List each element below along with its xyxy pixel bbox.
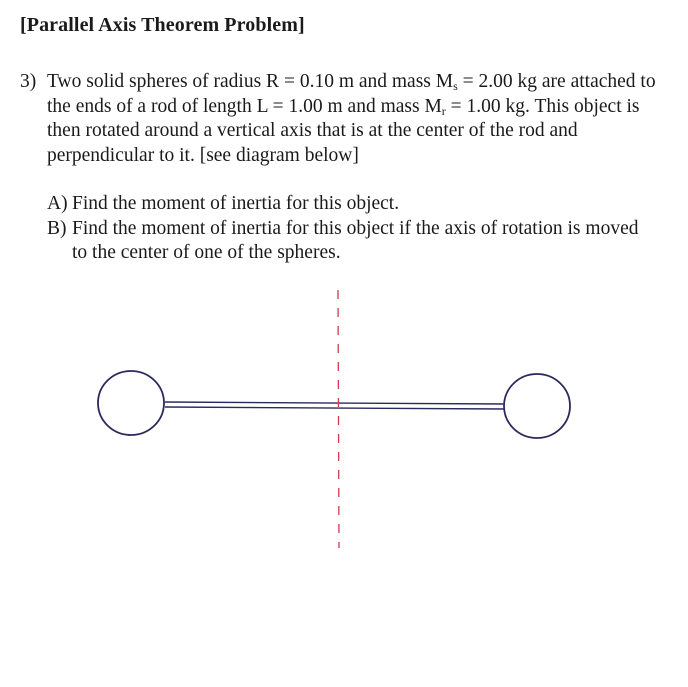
rotation-axis (338, 290, 339, 548)
rod (165, 402, 505, 409)
problem-text: Two solid spheres of radius R = 0.10 m and mass $M_s = 2.00$ kg are attached to the ends of a rod of length L = 1.00 m and mass $M_r = 1.00$ kg. This object is then rotated around a vertical axis that is at the center of the rod and perpendicular to it. [see diagram below] (47, 71, 656, 166)
left-sphere (98, 371, 164, 435)
rod-bottom-edge (165, 407, 505, 409)
part-b-letter: B) (47, 217, 67, 239)
part-a-text: Find the moment of inertia for this object. (72, 193, 400, 214)
subscript-s: s (453, 79, 458, 93)
problem-set-title: [Parallel Axis Theorem Problem] (20, 14, 305, 36)
rod-top-edge (165, 402, 505, 404)
part-a-letter: A) (47, 193, 68, 214)
subscript-r: r (441, 103, 446, 118)
right-sphere (504, 374, 570, 438)
part-b-text: Find the moment of inertia for this object if the axis of rotation is moved to the center of one of the spheres. (72, 217, 639, 263)
problem-number: 3) (20, 71, 37, 92)
